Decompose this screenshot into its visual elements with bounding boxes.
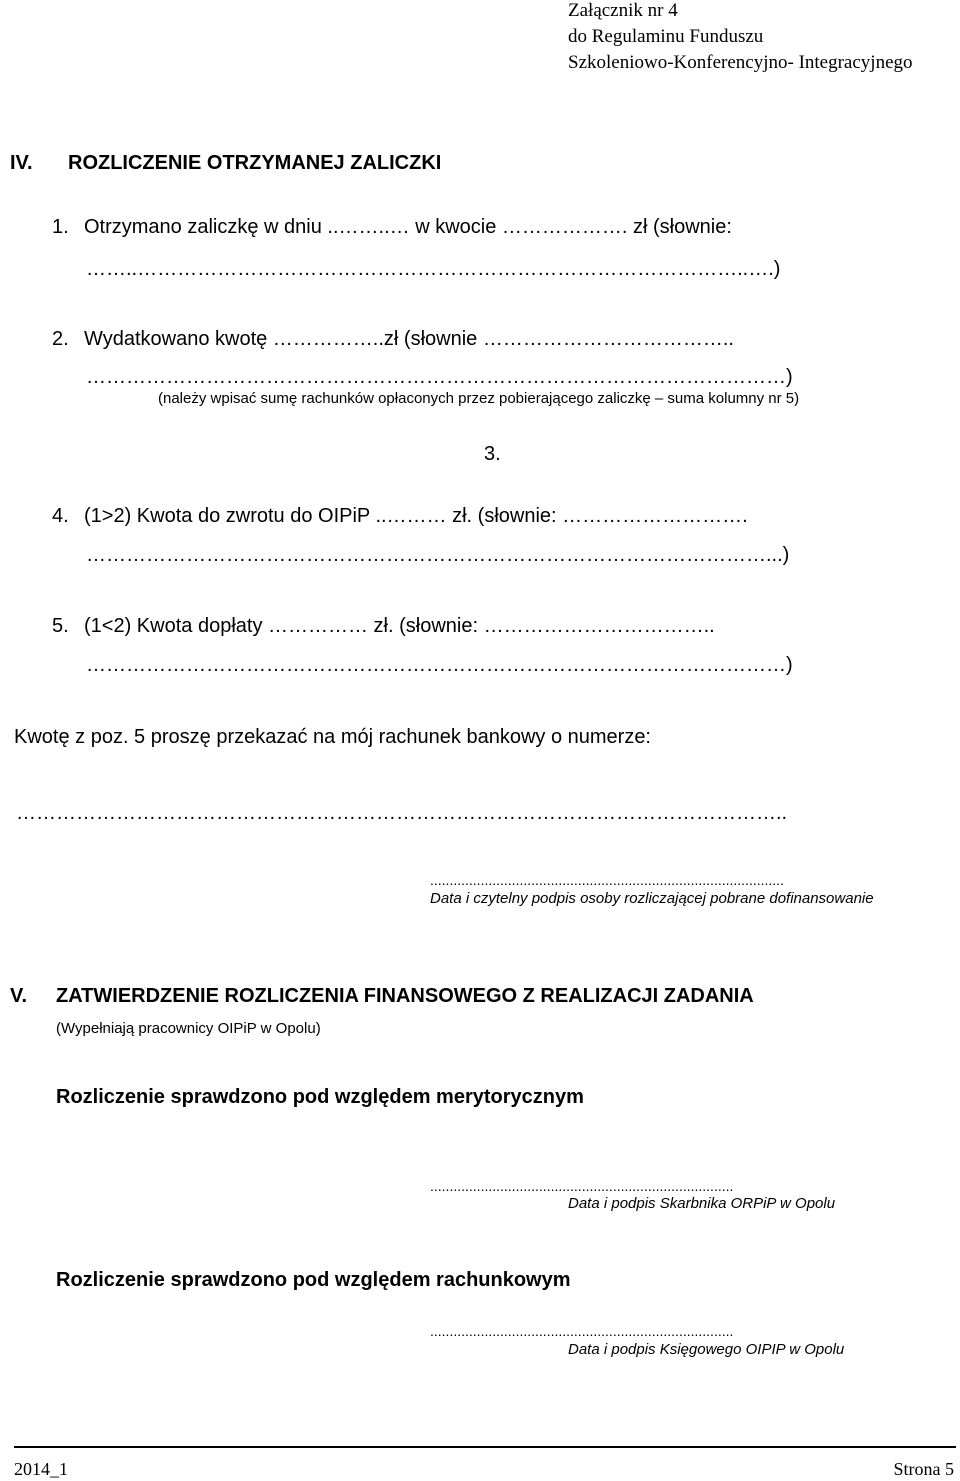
section-iv-title: ROZLICZENIE OTRZYMANEJ ZALICZKI (68, 152, 442, 174)
transfer-instruction: Kwotę z poz. 5 proszę przekazać na mój rachunek bankowy o numerze: (14, 726, 651, 748)
item-1-text: Otrzymano zaliczkę w dniu ..……..… w kwocie ………………. zł (słownie: (84, 216, 732, 238)
merit-heading: Rozliczenie sprawdzono pod względem merytorycznym (56, 1086, 584, 1108)
item-4-text: (1>2) Kwota do zwrotu do OIPiP ..……… zł. (słownie: ………………………. (84, 505, 748, 527)
accounting-signature-caption: Data i podpis Księgowego OIPIP w Opolu (568, 1341, 845, 1358)
header-line-2: do Regulaminu Funduszu (568, 26, 764, 47)
header-line-1: Załącznik nr 4 (568, 0, 678, 21)
item-2-note: (należy wpisać sumę rachunków opłaconych przez pobierającego zaliczkę – suma kolumny nr 5) (158, 390, 800, 407)
item-5-number: 5. (52, 615, 69, 637)
footer-rule (14, 1446, 956, 1448)
footer-page-number: Strona 5 (893, 1459, 954, 1479)
item-5-text: (1<2) Kwota dopłaty …………… zł. (słownie: …………………………….. (84, 615, 715, 637)
item-1-number: 1. (52, 216, 69, 238)
signature-dots: ........................................................................................... (430, 872, 784, 888)
section-v-number: V. (10, 985, 28, 1007)
item-5-continuation: ……………………………………………………………………………………………) (86, 654, 793, 676)
item-3-number: 3. (484, 443, 501, 465)
accounting-heading: Rozliczenie sprawdzono pod względem rachunkowym (56, 1269, 571, 1291)
item-4-number: 4. (52, 505, 69, 527)
header-line-3: Szkoleniowo-Konferencyjno- Integracyjnego (568, 52, 913, 73)
footer-left: 2014_1 (14, 1459, 68, 1479)
item-1-continuation: ……..………………………………………………………………………………..….) (86, 258, 781, 280)
merit-signature-dots: .............................................................................. (430, 1178, 734, 1194)
section-v-title: ZATWIERDZENIE ROZLICZENIA FINANSOWEGO Z REALIZACJI ZADANIA (56, 985, 754, 1007)
accounting-signature-dots: .............................................................................. (430, 1323, 734, 1339)
item-4-continuation: …………………………………………………………………………………………...) (86, 544, 790, 566)
item-2-text: Wydatkowano kwotę ……………..zł (słownie ……………………………….. (84, 328, 734, 350)
account-number-line: …………………………………………………………………………………………………….. (16, 802, 788, 824)
section-iv-number: IV. (10, 152, 33, 174)
merit-signature-caption: Data i podpis Skarbnika ORPiP w Opolu (568, 1195, 836, 1212)
item-2-continuation: ……………………………………………………………………………………………) (86, 366, 793, 388)
signature-caption: Data i czytelny podpis osoby rozliczającej pobrane dofinansowanie (430, 890, 874, 907)
item-2-number: 2. (52, 328, 69, 350)
section-v-subtitle: (Wypełniają pracownicy OIPiP w Opolu) (56, 1020, 321, 1037)
